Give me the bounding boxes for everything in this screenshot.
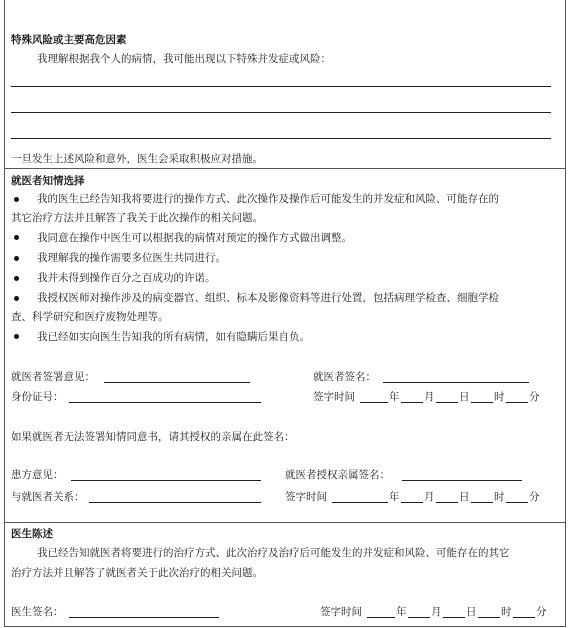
opinion-field[interactable] [104,382,250,383]
consent-item-5-line-1: 我授权医师对操作涉及的病变器官、组织、标本及影像资料等进行处置，包括病理学检查、细胞学检 [37,292,499,304]
bullet-icon [14,256,19,261]
doctor-month-field[interactable] [408,617,430,618]
patient-month-field[interactable] [401,402,423,403]
month-label: 月 [424,491,435,503]
patient-minute-field[interactable] [506,402,528,403]
patient-sign-time-label: 签字时间 [313,391,355,403]
relative-month-field[interactable] [401,502,423,503]
hour-label: 时 [494,391,505,403]
patient-signature-field[interactable] [383,382,529,383]
doctor-year-field[interactable] [367,617,395,618]
doctor-day-field[interactable] [443,617,465,618]
hour-label: 时 [501,606,512,618]
patient-signature-label: 就医者签名： [313,371,376,383]
risk-intro: 我理解根据我个人的病情，我可能出现以下特殊并发症或风险： [37,53,331,65]
bullet-icon [14,197,19,202]
consent-item-3: 我理解我的操作需要多位医生共同进行。 [37,252,226,264]
doctor-hour-field[interactable] [478,617,500,618]
bullet-icon [14,296,19,301]
relation-field[interactable] [89,502,261,503]
doctor-signature-label: 医生签名： [11,606,64,618]
consent-item-6: 我已经如实向医生告知我的所有病情，如有隐瞒后果自负。 [37,331,310,343]
consent-item-4: 我并未得到操作百分之百成功的许诺。 [37,272,216,284]
relative-year-field[interactable] [332,502,388,503]
minute-label: 分 [529,391,540,403]
bullet-icon [14,235,19,240]
year-label: 年 [389,391,400,403]
patient-hour-field[interactable] [471,402,493,403]
consent-item-1-line-2: 其它治疗方法并且解答了我关于此次操作的相关问题。 [11,212,263,224]
day-label: 日 [459,391,470,403]
section-divider [4,522,566,523]
bullet-icon [14,276,19,281]
minute-label: 分 [529,491,540,503]
year-label: 年 [389,491,400,503]
risk-section-title: 特殊风险或主要高危因素 [11,34,127,46]
doctor-sign-time-label: 签字时间 [320,606,362,618]
relative-hour-field[interactable] [471,502,493,503]
month-label: 月 [431,606,442,618]
bullet-icon [14,334,19,339]
consent-section-title: 就医者知情选择 [11,175,85,187]
section-divider [4,168,566,169]
consent-item-1-line-1: 我的医生已经告知我将要进行的操作方式、此次操作及操作后可能发生的并发症和风险、可能存在的 [37,193,499,205]
relative-signature-label: 就医者授权亲属签名： [285,469,390,481]
relative-signature-field[interactable] [402,480,522,481]
opinion-label: 就医者签署意见： [11,371,95,383]
doctor-minute-field[interactable] [513,617,535,618]
relative-day-field[interactable] [436,502,458,503]
doctor-section-title: 医生陈述 [11,528,53,540]
month-label: 月 [424,391,435,403]
doctor-statement-line-2: 治疗方法并且解答了就医者关于此次治疗的相关问题。 [11,567,263,579]
day-label: 日 [459,491,470,503]
relation-label: 与就医者关系： [11,491,85,503]
risk-blank-line-3[interactable] [11,138,551,139]
doctor-statement-line-1: 我已经告知就医者将要进行的治疗方式、此次治疗及治疗后可能发生的并发症和风险、可能存在的其它 [37,547,510,559]
day-label: 日 [466,606,477,618]
patient-side-opinion-label: 患方意见： [11,469,64,481]
risk-blank-line-1[interactable] [11,86,551,87]
risk-blank-line-2[interactable] [11,112,551,113]
consent-item-2: 我同意在操作中医生可以根据我的病情对预定的操作方式做出调整。 [37,232,352,244]
patient-year-field[interactable] [360,402,388,403]
patient-side-opinion-field[interactable] [71,480,261,481]
id-number-label: 身份证号： [11,391,64,403]
hour-label: 时 [494,491,505,503]
patient-day-field[interactable] [436,402,458,403]
relative-minute-field[interactable] [506,502,528,503]
year-label: 年 [396,606,407,618]
relative-sign-time-label: 签字时间 [285,491,327,503]
proxy-note: 如果就医者无法签署知情同意书，请其授权的亲属在此签名： [11,431,295,443]
consent-item-5-line-2: 查、科学研究和医疗废物处理等。 [11,311,169,323]
id-number-field[interactable] [69,402,261,403]
doctor-signature-field[interactable] [69,617,219,618]
minute-label: 分 [536,606,547,618]
risk-footer: 一旦发生上述风险和意外，医生会采取积极应对措施。 [11,153,263,165]
